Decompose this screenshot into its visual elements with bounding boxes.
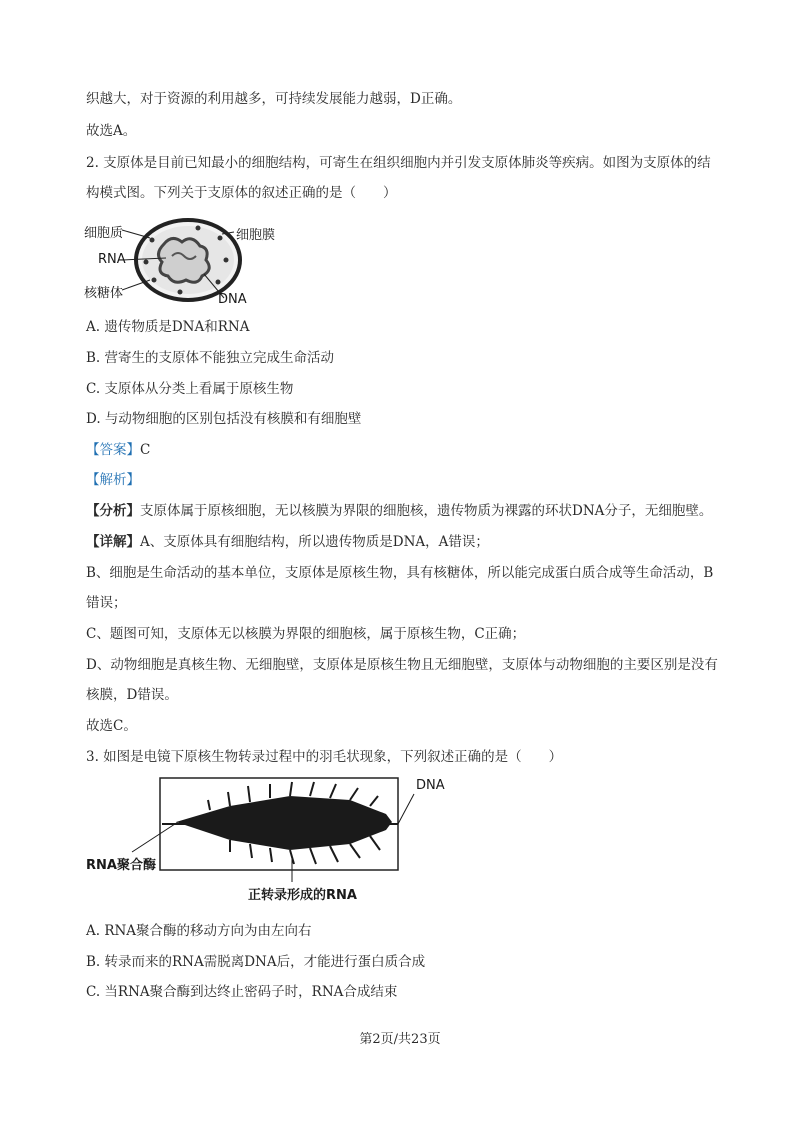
label-ribosome: 核糖体: [84, 286, 124, 301]
q2-option-c: C. 支原体从分类上看属于原核生物: [86, 381, 294, 397]
label-transcribed-rna: 正转录形成的RNA: [248, 888, 357, 903]
detail-d2: 核膜，D错误。: [86, 687, 178, 703]
q2-option-b: B. 营寄生的支原体不能独立完成生命活动: [86, 350, 335, 366]
detail-a-line: [86, 533, 489, 551]
prev-answer-line: 织越大，对于资源的利用越多，可持续发展能力越弱，D正确。: [86, 91, 462, 107]
prev-choice: 故选A。: [86, 123, 137, 139]
label-rna-polymerase: RNA聚合酶: [86, 858, 156, 873]
q3-stem: 3. 如图是电镜下原核生物转录过程中的羽毛状现象，下列叙述正确的是（ ）: [86, 749, 563, 765]
q3-option-b: B. 转录而来的RNA需脱离DNA后，才能进行蛋白质合成: [86, 954, 426, 970]
detail-c: C、题图可知，支原体无以核膜为界限的细胞核，属于原核生物，C正确；: [86, 626, 526, 642]
label-cell-membrane: 细胞膜: [236, 228, 276, 243]
q3-option-a: A. RNA聚合酶的移动方向为由左向右: [86, 923, 312, 939]
detail-a: A、支原体具有细胞结构，所以遗传物质是DNA，A错误；: [140, 534, 489, 550]
q2-option-d: D. 与动物细胞的区别包括没有核膜和有细胞壁: [86, 411, 362, 427]
q2-choice: 故选C。: [86, 718, 137, 734]
detail-tag: 【详解】: [86, 534, 140, 550]
answer-value: C: [140, 442, 151, 458]
q2-option-a: A. 遗传物质是DNA和RNA: [86, 319, 250, 335]
label-rna: RNA: [98, 252, 126, 267]
transcription-figure: [80, 770, 460, 910]
label-cytoplasm: 细胞质: [84, 226, 124, 241]
q3-option-c: C. 当RNA聚合酶到达终止密码子时，RNA合成结束: [86, 984, 398, 1000]
label-dna: DNA: [218, 292, 247, 307]
page-footer: 第2页/共23页: [359, 1032, 441, 1047]
answer-tag: 【答案】: [86, 442, 140, 458]
label-dna-q3: DNA: [416, 778, 445, 793]
mycoplasma-figure: [84, 212, 304, 312]
q2-stem-line2: 构模式图。下列关于支原体的叙述正确的是（ ）: [86, 185, 397, 201]
analysis-tag: 【解析】: [86, 472, 140, 488]
detail-d1: D、动物细胞是真核生物、无细胞壁，支原体是原核生物且无细胞壁，支原体与动物细胞的主要区别是没有: [86, 657, 718, 673]
analysis-head-tag: 【分析】: [86, 503, 140, 519]
q2-stem-line1: 2. 支原体是目前已知最小的细胞结构，可寄生在组织细胞内并引发支原体肺炎等疾病。如图为支原体的结: [86, 155, 711, 171]
detail-b1: B、细胞是生命活动的基本单位，支原体是原核生物，具有核糖体，所以能完成蛋白质合成等生命活动，B: [86, 565, 714, 581]
analysis-head-line: [86, 502, 712, 520]
q2-answer: [86, 441, 150, 459]
analysis-head-text: 支原体属于原核细胞，无以核膜为界限的细胞核，遗传物质为裸露的环状DNA分子，无细胞壁。: [140, 503, 713, 519]
detail-b2: 错误；: [86, 595, 127, 611]
